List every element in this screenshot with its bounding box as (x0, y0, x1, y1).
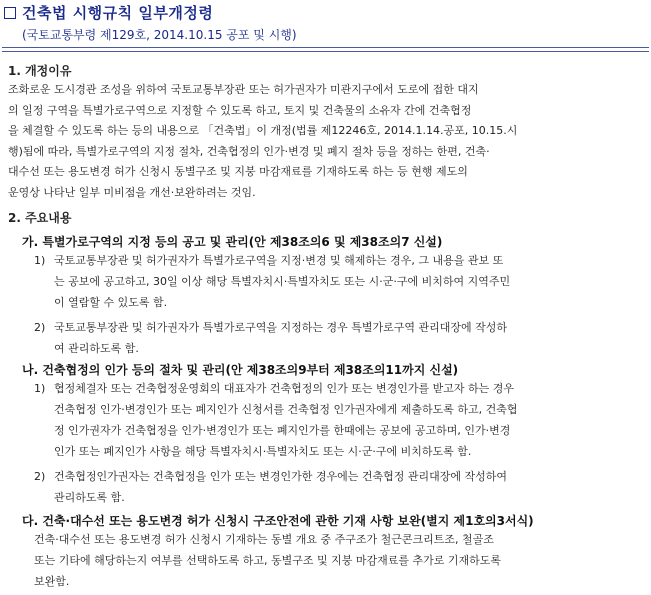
item-number: 2) (34, 470, 46, 483)
title-row (4, 2, 213, 23)
paragraph-line: 대수선 또는 용도변경 허가 신청시 동별구조 및 지붕 마감재료를 기재하도록 하는 등 현행 제도의 (8, 165, 468, 178)
subsection-title-na: 나. 건축협정의 인가 등의 절차 및 관리(안 제38조의9부터 제38조의11까지 신설) (22, 363, 459, 377)
subsection-title-ga: 가. 특별가로구역의 지정 등의 공고 및 관리(안 제38조의6 및 제38조의7 신설) (22, 235, 443, 249)
list-item (34, 466, 646, 510)
item-line: 국토교통부장관 및 허가권자가 특별가로구역을 지정·변경 및 해제하는 경우, 그 내용을 관보 또 (54, 254, 504, 267)
paragraph-line: 행)됨에 따라, 특별가로구역의 지정 절차, 건축협정의 인가·변경 및 폐지 절차 등을 정하는 한편, 건축· (8, 144, 490, 158)
paragraph-line: 보완함. (34, 575, 70, 588)
item-number: 1) (34, 382, 46, 395)
list-item (34, 378, 646, 464)
paragraph-line: 운영상 나타난 일부 미비점을 개선·보완하려는 것임. (8, 185, 256, 199)
item-body (54, 250, 510, 313)
title-divider (2, 47, 649, 52)
item-line: 는 공보에 공고하고, 30일 이상 해당 특별자치시·특별자치도 또는 시·군·구에 비치하여 지역주민 (54, 275, 511, 288)
paragraph-line: 을 체결할 수 있도록 하는 등의 내용으로 「건축법」이 개정(법률 제12246호, 2014.1.14.공포, 10.15.시 (8, 124, 518, 137)
item-line: 국토교통부장관 및 허가권자가 특별가로구역을 지정하는 경우 특별가로구역 관리대장에 작성하 (54, 321, 508, 334)
section-heading-main: 2. 주요내용 (8, 211, 72, 225)
item-line: 인가 또는 폐지인가 사항을 해당 특별자치시·특별자치도 또는 시·군·구에 비치하도록 함. (54, 445, 472, 458)
list-item (34, 317, 646, 361)
paragraph-line: 또는 기타에 해당하는지 여부를 선택하도록 하고, 동별구조 및 지붕 마감재료를 추가로 기재하도록 (34, 554, 501, 567)
item-line: 여 관리하도록 함. (54, 342, 139, 355)
paragraph-line: 조화로운 도시경관 조성을 위하여 국토교통부장관 또는 허가권자가 미관지구에서 도로에 접한 대지 (8, 83, 479, 96)
item-line: 관리하도록 함. (54, 491, 125, 504)
item-body (54, 378, 518, 462)
subsection-title-da: 다. 건축·대수선 또는 용도변경 허가 신청시 구조안전에 관한 기재 사항 보완(별지 제1호의3서식) (22, 514, 534, 528)
da-paragraph (34, 529, 646, 592)
item-number: 2) (34, 321, 46, 334)
list-item (34, 250, 646, 314)
document-subtitle: (국토교통부령 제129호, 2014.10.15 공포 및 시행) (22, 28, 297, 42)
item-line: 정 인가권자가 건축협정을 인가·변경인가 또는 폐지인가를 한때에는 공보에 공고하며, 인가·변경 (54, 424, 511, 437)
reason-paragraph (8, 80, 648, 203)
item-line: 건축협정 인가·변경인가 또는 폐지인가 신청서를 건축협정 인가권자에게 제출하도록 하고, 건축협 (54, 403, 518, 416)
paragraph-line: 건축·대수선 또는 용도변경 허가 신청시 기재하는 동별 개요 중 주구조가 철근콘크리트조, 철골조 (34, 533, 494, 546)
paragraph-line: 의 일정 구역을 특별가로구역으로 지정할 수 있도록 하고, 토지 및 건축물의 소유자 간에 건축협정 (8, 103, 472, 117)
section-heading-reason: 1. 개정이유 (8, 64, 72, 78)
item-line: 협정체결자 또는 건축협정운영회의 대표자가 건축협정의 인가 또는 변경인가를 받고자 하는 경우 (54, 382, 515, 395)
checkbox-icon (4, 7, 16, 19)
item-line: 이 열람할 수 있도록 함. (54, 296, 168, 309)
item-body (54, 317, 507, 359)
item-number: 1) (34, 254, 46, 267)
item-body (54, 466, 507, 508)
document-title: 건축법 시행규칙 일부개정령 (22, 4, 214, 22)
item-line: 건축협정인가권자는 건축협정을 인가 또는 변경인가한 경우에는 건축협정 관리대장에 작성하여 (54, 470, 508, 483)
